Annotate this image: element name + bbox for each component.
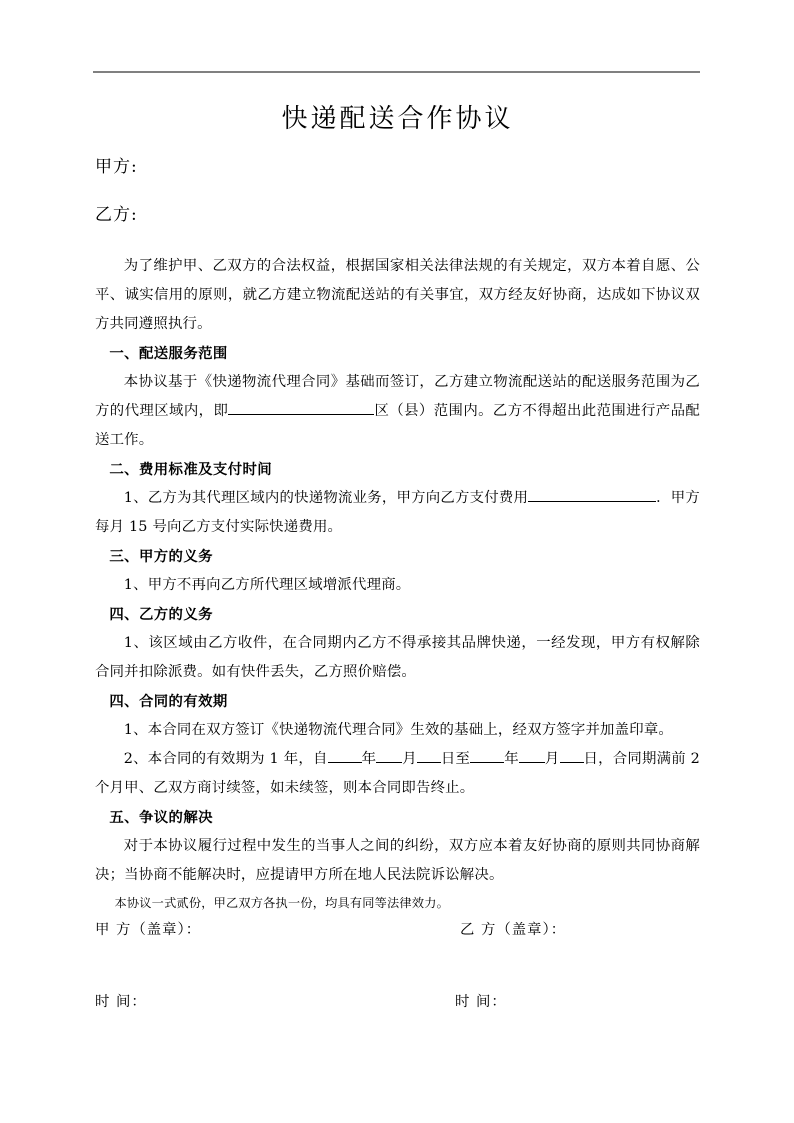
party-b-seal-label: 乙 方（盖章）：: [460, 922, 567, 938]
section-heading-6-dispute: 五、争议的解决: [109, 809, 213, 827]
page-title: 快递配送合作协议: [281, 104, 514, 134]
start-month-blank[interactable]: [376, 747, 402, 763]
closing-paragraph: 本协议一式贰份，甲乙双方各执一份，均具有同等法律效力。: [114, 896, 449, 911]
section-heading-1: 一、配送服务范围: [109, 345, 228, 363]
fee-amount-blank[interactable]: [528, 486, 656, 502]
section-heading-5-validity: 四、合同的有效期: [109, 693, 228, 711]
validity-text-end: 日，合同期满前 2 个月甲、乙双方商讨续签，如未续签，则本合同即告终止。: [95, 751, 701, 797]
end-month-label: 月: [544, 751, 560, 768]
end-year-label: 年: [504, 751, 519, 768]
party-b-label: 乙方:: [95, 204, 138, 225]
party-a-date-label: 时 间：: [95, 994, 147, 1010]
start-year-blank[interactable]: [328, 747, 362, 763]
seal-row: [95, 918, 700, 990]
header-divider-rule: [93, 71, 700, 73]
section-4-item-1: 1、该区域由乙方收件，在合同期内乙方不得承接其品牌快递，一经发现，甲方有权解除合同并扣除派费。如有快件丢失，乙方照价赔偿。: [95, 635, 700, 681]
section-validity-item-2: [95, 745, 700, 803]
section-heading-3: 三、甲方的义务: [109, 548, 213, 566]
section-3-item-1: 1、甲方不再向乙方所代理区域增派代理商。: [123, 577, 411, 594]
start-day-blank[interactable]: [417, 747, 441, 763]
section-validity-item-1: 1、本合同在双方签订《快递物流代理合同》生效的基础上，经双方签字并加盖印章。: [123, 722, 674, 739]
section-1-body: [95, 368, 700, 455]
start-day-label: 日至: [440, 751, 471, 768]
end-year-blank[interactable]: [470, 747, 504, 763]
date-row: [95, 990, 700, 1062]
agreement-content: [95, 252, 700, 917]
section-dispute-body: 对于本协议履行过程中发生的当事人之间的纠纷，双方应本着友好协商的原则共同协商解决；当协商不能解决时，应提请甲方所在地人民法院诉讼解决。: [95, 838, 700, 884]
document-body: [95, 95, 700, 917]
service-area-blank[interactable]: [228, 399, 374, 415]
party-a-seal-label: 甲 方（盖章）：: [95, 922, 202, 938]
preamble-paragraph: 为了维护甲、乙双方的合法权益，根据国家相关法律法规的有关规定，双方本着自愿、公平、诚实信用的原则，就乙方建立物流配送站的有关事宜，双方经友好协商，达成如下协议双方共同遵照执行。: [95, 258, 700, 333]
section-2-text-after: ．甲方每月 15 号向乙方支付实际快递费用。: [95, 490, 700, 536]
end-month-blank[interactable]: [519, 747, 545, 763]
section-2-text-before: 1、乙方为其代理区域内的快递物流业务，甲方向乙方支付费用: [123, 490, 529, 507]
section-1-text-after: 区（县）范围内。乙方不得超出此范围进行产品配送工作。: [95, 403, 700, 449]
section-heading-4: 四、乙方的义务: [109, 606, 213, 624]
party-a-label: 甲方:: [95, 157, 138, 178]
start-month-label: 月: [402, 751, 417, 768]
validity-text-start: 2、本合同的有效期为 1 年，自: [123, 751, 328, 768]
signature-block: [95, 918, 700, 1062]
section-1-text-before: 本协议基于《快递物流代理合同》基础而签订，乙方建立物流配送站的配送服务范围为乙方的代理区域内，即: [95, 374, 700, 420]
section-2-item-1: [95, 484, 700, 542]
start-year-label: 年: [361, 751, 377, 768]
party-b-date-label: 时 间：: [455, 994, 507, 1010]
section-heading-2: 二、费用标准及支付时间: [109, 461, 273, 479]
end-day-blank[interactable]: [560, 747, 584, 763]
